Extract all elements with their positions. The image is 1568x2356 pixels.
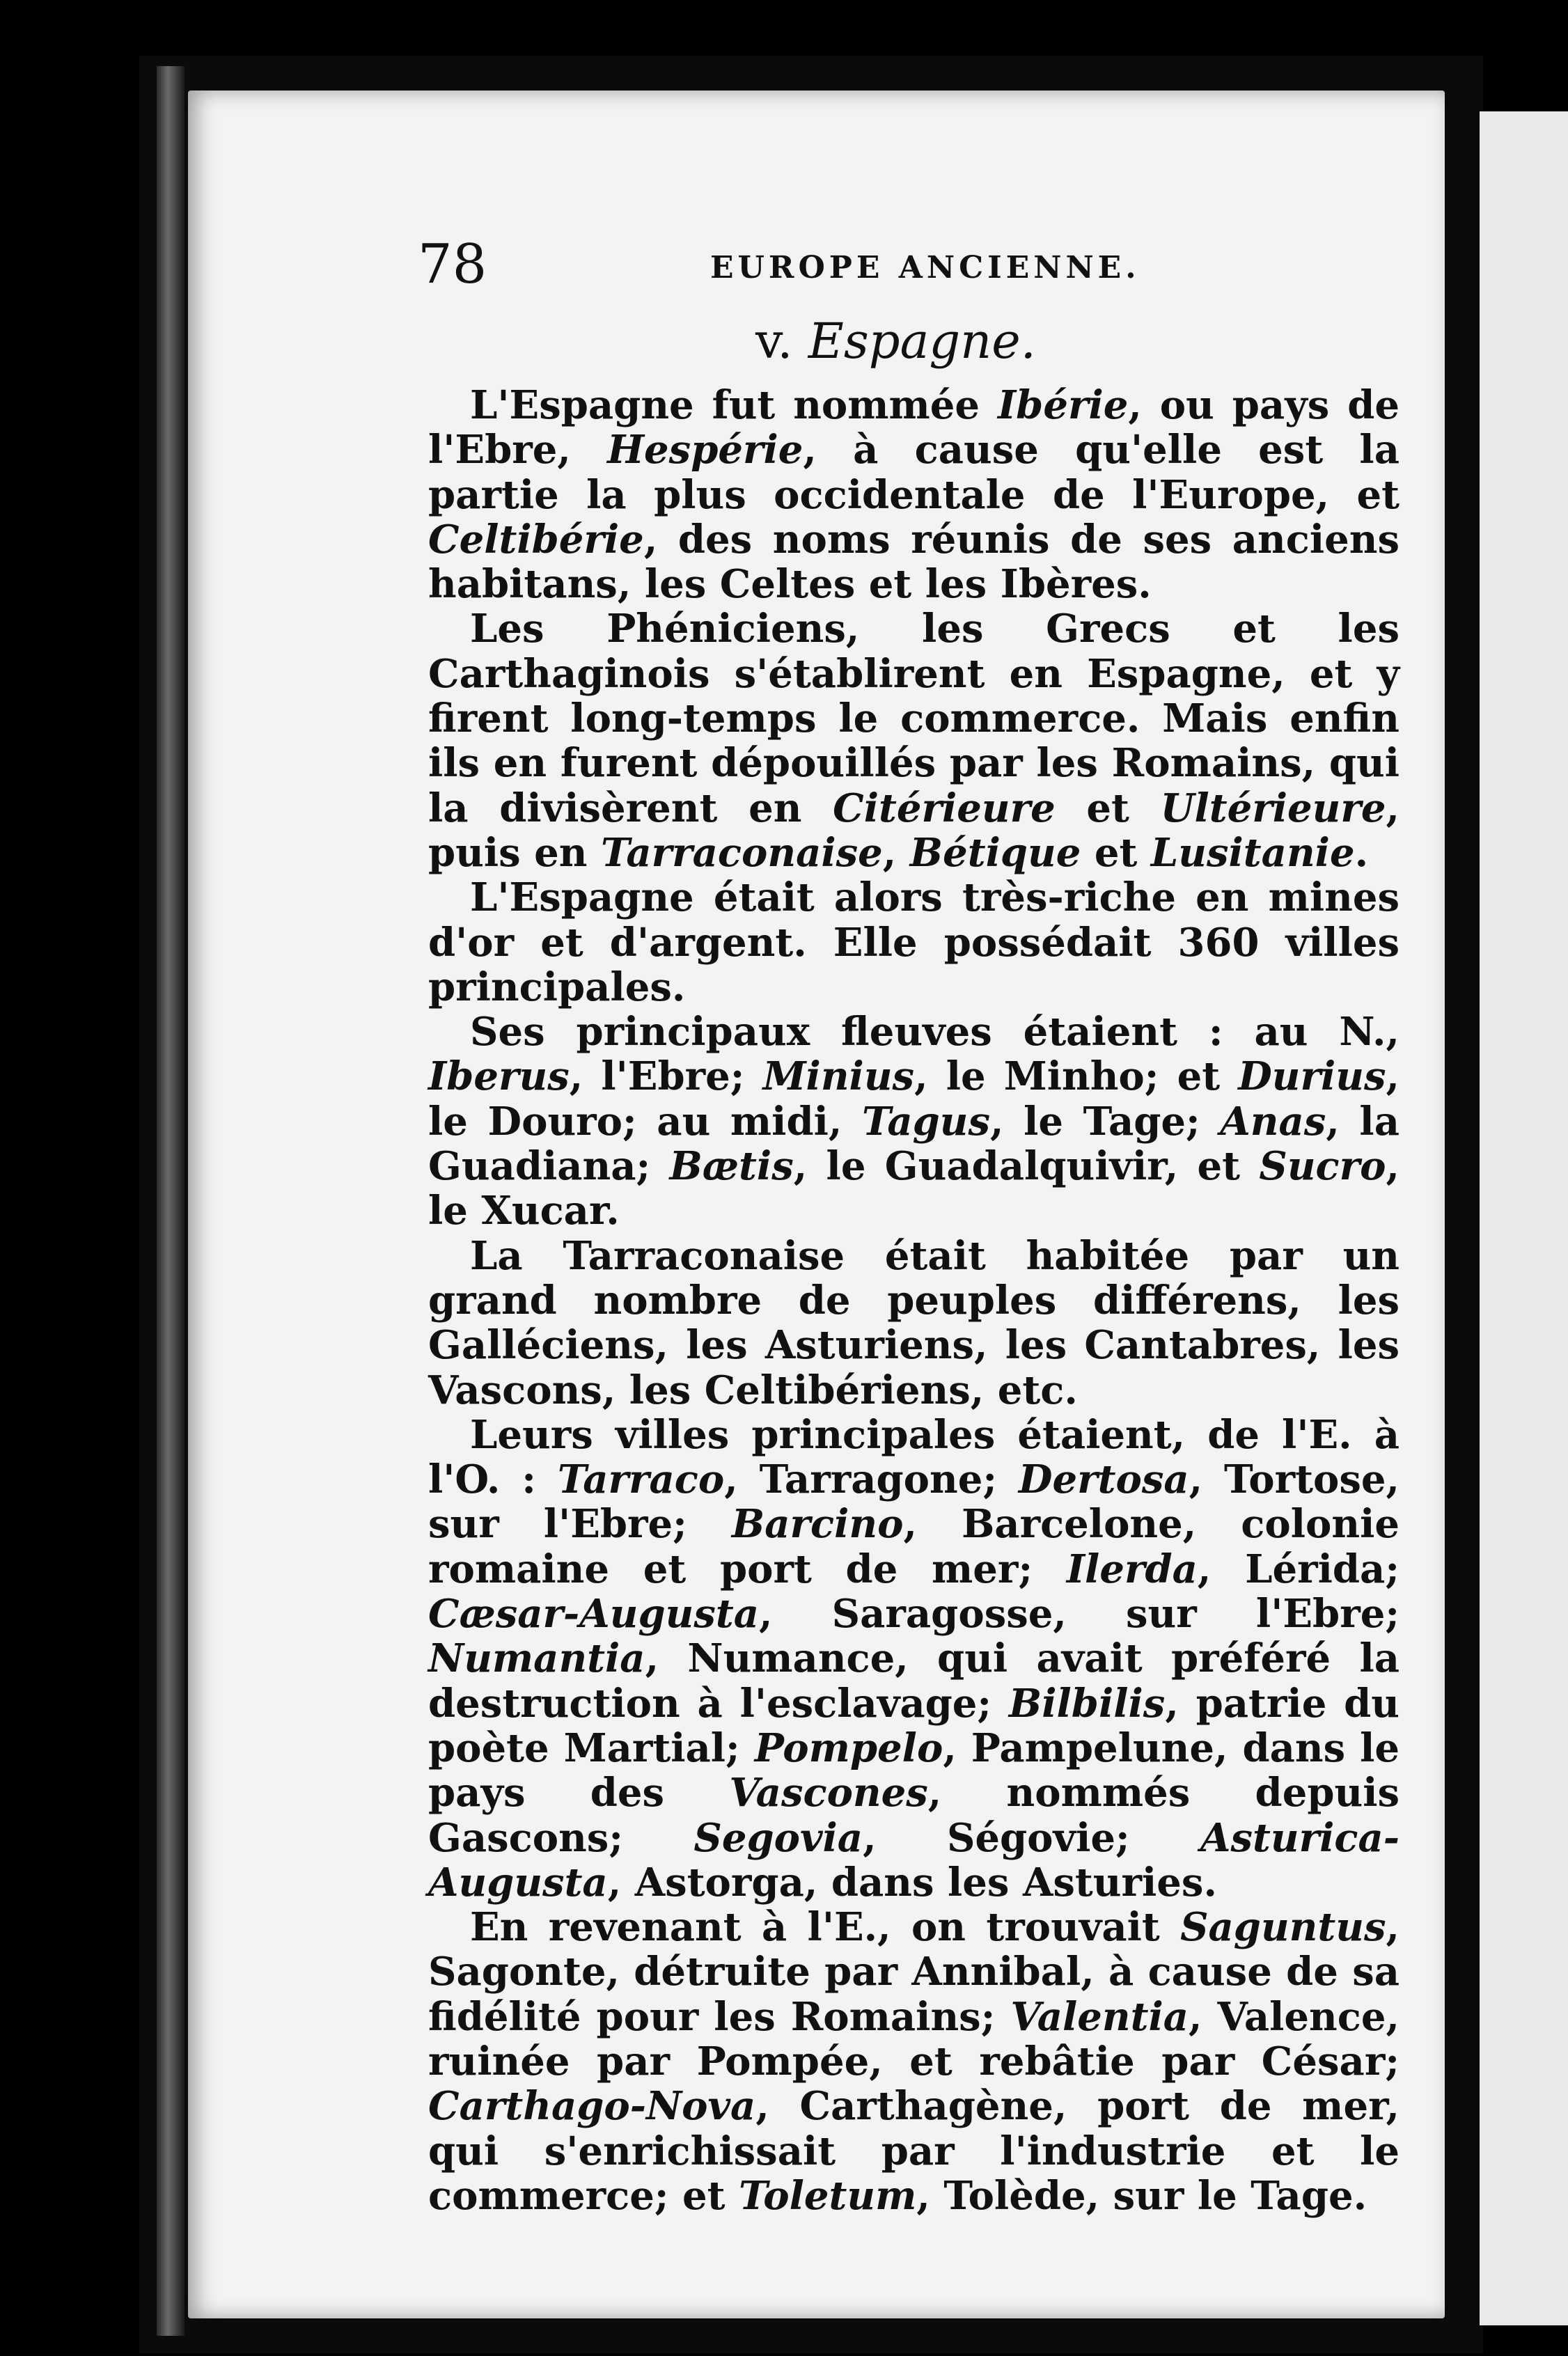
italic-term: Ultérieure: [1160, 785, 1386, 831]
page-number: 78: [418, 233, 487, 296]
italic-term: Minius: [762, 1053, 915, 1100]
text-run: Les Phéniciens, les Grecs et les Carthaginois s'établirent en Espagne, et y firent long-temps le commerce. Mais enfin ils en furent dépouillés par les Romains, qui la divisèrent en: [428, 606, 1400, 831]
italic-term: Asturica-Augusta: [428, 1814, 1400, 1906]
text-run: La Tarraconaise était habitée par un grand nombre de peuples différens, les Galléciens, les Asturiens, les Cantabres, les Vascons, les Celtibériens, etc.: [428, 1232, 1400, 1413]
italic-term: Durius: [1238, 1053, 1386, 1100]
paragraph: [428, 1010, 1400, 1233]
italic-term: Anas: [1220, 1098, 1326, 1145]
text-run: , le Xucar.: [428, 1143, 1400, 1234]
text-run: , le Douro; au midi,: [428, 1053, 1400, 1145]
text-run: , le Tage;: [990, 1098, 1221, 1145]
italic-term: Tarraconaise: [601, 829, 883, 876]
italic-term: Cæsar-Augusta: [428, 1591, 760, 1638]
paragraph: [428, 383, 1400, 606]
italic-term: Ilerda: [1066, 1546, 1198, 1592]
text-run: , Pampelune, dans le pays des: [428, 1725, 1400, 1816]
italic-term: Vascones: [729, 1770, 928, 1816]
italic-term: Ibérie: [997, 382, 1129, 428]
text-run: , Tarragone;: [724, 1456, 1019, 1503]
text-run: , des noms réunis de ses anciens habitans, les Celtes et les Ibères.: [428, 516, 1400, 608]
section-numeral: v.: [755, 313, 793, 370]
paragraph: [428, 1413, 1400, 1905]
italic-term: Bilbilis: [1008, 1680, 1166, 1727]
text-run: , Saragosse, sur l'Ebre;: [759, 1591, 1400, 1638]
text-run: , à cause qu'elle est la partie la plus occidentale de l'Europe, et: [428, 427, 1400, 518]
page-header: [418, 233, 1406, 296]
italic-term: Tagus: [862, 1098, 990, 1145]
text-run: et: [1055, 785, 1161, 831]
text-run: L'Espagne fut nommée: [470, 382, 998, 428]
text-run: , Tortose, sur l'Ebre;: [428, 1456, 1400, 1548]
text-run: Ses principaux fleuves étaient : au N.,: [470, 1009, 1400, 1055]
text-run: ,: [882, 829, 910, 876]
italic-term: Iberus: [428, 1053, 570, 1100]
text-run: , ou pays de l'Ebre,: [428, 382, 1400, 473]
paragraph: [428, 1234, 1400, 1413]
text-run: , patrie du poète Martial;: [428, 1680, 1400, 1771]
text-run: .: [1354, 829, 1369, 876]
italic-term: Valentia: [1010, 1993, 1189, 2040]
text-run: , Tolède, sur le Tage.: [916, 2172, 1367, 2219]
section-name: Espagne.: [808, 313, 1036, 370]
text-run: , puis en: [428, 785, 1400, 876]
italic-term: Numantia: [428, 1635, 645, 1682]
italic-term: Lusitanie: [1150, 829, 1355, 876]
text-run: Leurs villes principales étaient, de l'E. à l'O. :: [428, 1411, 1400, 1503]
italic-term: Celtibérie: [428, 516, 644, 563]
text-run: , Lérida;: [1197, 1546, 1400, 1592]
paragraph: [428, 875, 1400, 1010]
running-head: EUROPE ANCIENNE.: [710, 250, 1140, 285]
paragraph: [428, 606, 1400, 875]
text-run: , Numance, qui avait préféré la destruction à l'esclavage;: [428, 1635, 1400, 1727]
italic-term: Saguntus: [1180, 1904, 1386, 1951]
page-edge: [157, 66, 185, 2336]
text-run: , Ségovie;: [863, 1814, 1201, 1861]
italic-term: Tarraco: [557, 1456, 725, 1503]
italic-term: Sucro: [1259, 1143, 1386, 1190]
paragraph: [428, 1905, 1400, 2218]
text-run: , Astorga, dans les Asturies.: [607, 1859, 1217, 1906]
text-run: En revenant à l'E., on trouvait: [470, 1904, 1181, 1951]
italic-term: Hespérie: [607, 427, 803, 473]
text-run: , la Guadiana;: [428, 1098, 1400, 1190]
italic-term: Bætis: [669, 1143, 794, 1190]
facing-page-edge: [1480, 111, 1568, 2325]
italic-term: Bétique: [909, 829, 1081, 876]
gutter-shadow: [1445, 91, 1480, 2318]
text-run: , nommés depuis Gascons;: [428, 1770, 1400, 1861]
text-run: , Barcelone, colonie romaine et port de mer;: [428, 1501, 1400, 1592]
text-run: et: [1081, 829, 1151, 876]
italic-term: Barcino: [731, 1501, 904, 1548]
section-title: [755, 310, 1036, 372]
text-run: , l'Ebre;: [569, 1053, 763, 1100]
body-text: [428, 382, 1400, 2219]
text-run: L'Espagne était alors très-riche en mines d'or et d'argent. Elle possédait 360 villes principales.: [428, 874, 1400, 1010]
italic-term: Citérieure: [833, 785, 1056, 831]
text-run: , le Minho; et: [914, 1053, 1239, 1100]
text-run: , Valence, ruinée par Pompée, et rebâtie par César;: [428, 1993, 1400, 2084]
italic-term: Carthago-Nova: [428, 2083, 756, 2130]
italic-term: Pompelo: [754, 1725, 943, 1771]
text-run: , Carthagène, port de mer, qui s'enrichissait par l'industrie et le commerce; et: [428, 2083, 1400, 2219]
italic-term: Dertosa: [1018, 1456, 1189, 1503]
italic-term: Toletum: [738, 2172, 917, 2219]
italic-term: Segovia: [693, 1814, 863, 1861]
text-run: , Sagonte, détruite par Annibal, à cause de sa fidélité pour les Romains;: [428, 1904, 1400, 2040]
text-run: , le Guadalquivir, et: [793, 1143, 1260, 1190]
